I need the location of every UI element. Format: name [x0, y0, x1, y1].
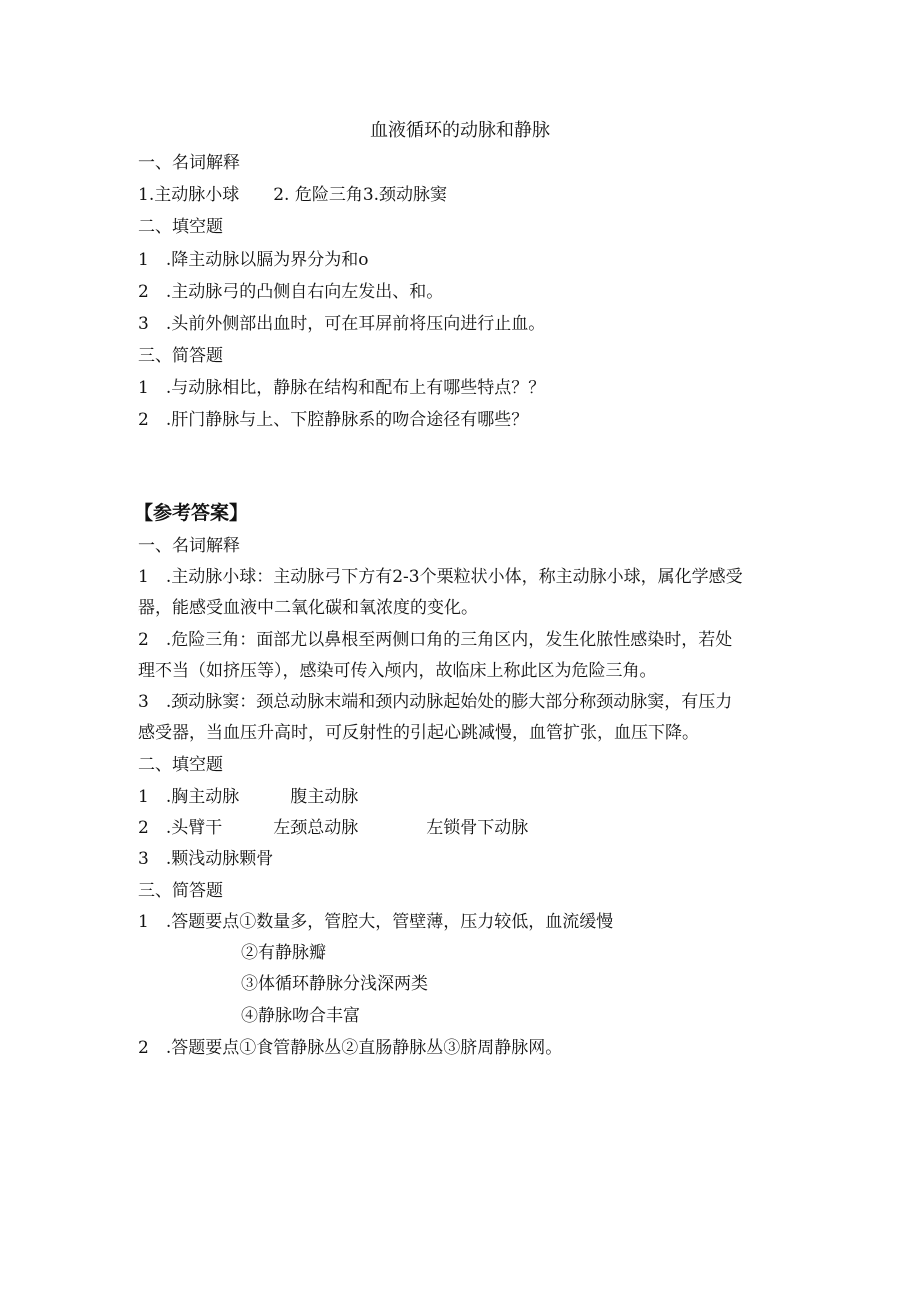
answer-def-2-line2: 理不当（如挤压等），感染可传入颅内，故临床上称此区为危险三角。	[138, 661, 657, 681]
answer-def-2-line1: 2 .危险三角：面部尤以鼻根至两侧口角的三角区内，发生化脓性感染时，若处	[138, 630, 733, 650]
answer-key-heading: 【参考答案】	[134, 502, 249, 524]
exercise-section3-heading: 三、简答题	[138, 346, 223, 366]
exercise-fill-2: 2 .主动脉弓的凸侧自右向左发出、和。	[138, 282, 444, 302]
answer-fill-2: 2 .头臂干 左颈总动脉 左锁骨下动脉	[138, 818, 529, 838]
answer-short-1-line1: 1 .答题要点①数量多，管腔大，管壁薄，压力较低，血流缓慢	[138, 912, 614, 932]
answer-fill-1: 1 .胸主动脉 腹主动脉	[138, 787, 359, 807]
answer-section1-heading: 一、名词解释	[138, 536, 240, 556]
answer-short-1-line3: ③体循环静脉分浅深两类	[241, 974, 428, 994]
answer-def-1-line1: 1 .主动脉小球：主动脉弓下方有2-3个栗粒状小体，称主动脉小球，属化学感受	[138, 567, 743, 587]
exercise-short-1: 1 .与动脉相比，静脉在结构和配布上有哪些特点？？	[138, 378, 546, 398]
exercise-fill-1: 1 .降主动脉以膈为界分为和o	[138, 250, 369, 270]
answer-short-1-line2: ②有静脉瓣	[241, 943, 326, 963]
exercise-section2-heading: 二、填空题	[138, 217, 223, 237]
answer-def-3-line2: 感受器，当血压升高时，可反射性的引起心跳减慢，血管扩张，血压下降。	[138, 723, 699, 743]
answer-section3-heading: 三、简答题	[138, 881, 223, 901]
exercise-term-list: 1.主动脉小球 2. 危险三角3.颈动脉窦	[138, 185, 448, 205]
document-title: 血液循环的动脉和静脉	[370, 120, 550, 141]
exercise-fill-3: 3 .头前外侧部出血时，可在耳屏前将压向进行止血。	[138, 314, 546, 334]
answer-fill-3: 3 .颗浅动脉颗骨	[138, 849, 274, 869]
answer-section2-heading: 二、填空题	[138, 755, 223, 775]
answer-short-1-line4: ④静脉吻合丰富	[241, 1006, 360, 1026]
answer-def-1-line2: 器，能感受血液中二氧化碳和氧浓度的变化。	[138, 598, 478, 618]
answer-def-3-line1: 3 .颈动脉窦：颈总动脉末端和颈内动脉起始处的膨大部分称颈动脉窦，有压力	[138, 692, 733, 712]
exercise-short-2: 2 .肝门静脉与上、下腔静脉系的吻合途径有哪些？	[138, 410, 529, 430]
exercise-section1-heading: 一、名词解释	[138, 153, 240, 173]
answer-short-2: 2 .答题要点①食管静脉丛②直肠静脉丛③脐周静脉网。	[138, 1038, 563, 1058]
